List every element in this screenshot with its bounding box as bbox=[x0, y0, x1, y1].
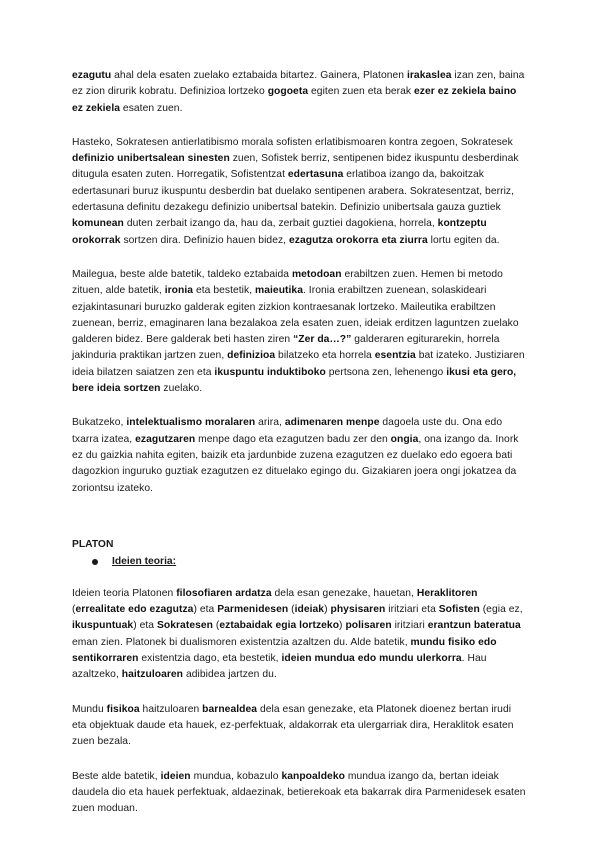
bold-text: ikuspuntuak bbox=[72, 620, 134, 632]
text-run: erabiltzen zuen. Hemen bi metodo zituen, alde batetik, bbox=[72, 268, 503, 297]
paragraph bbox=[72, 135, 526, 249]
bold-text: ikusi eta gero, bere ideia sortzen bbox=[72, 366, 517, 395]
text-run: menpe dago eta ezagutzen badu zer den bbox=[195, 433, 391, 445]
text-run: eman zien. Platonek bi dualismoren existentzia azaltzen du. Alde batetik, bbox=[72, 636, 411, 648]
text-run: ( bbox=[213, 620, 220, 632]
bold-text: metodoan bbox=[291, 268, 342, 280]
text-run: . Ironia erabiltzen zuenean, solaskideari ezjakintasunari buruzko galderak egiten zizkion kontraesanak lortzeko. Maileutika erabiltzen zuenean, berriz, emaginaren lana bezalakoa zela esaten zuen, ideiak erditzen laguntzen zuelako galderen bidez. Bere galderak beti hasten ziren bbox=[72, 285, 519, 346]
bold-text: physisaren bbox=[330, 604, 386, 616]
text-run: eta bestetik, bbox=[193, 285, 256, 297]
text-run: Mailegua, beste alde batetik, taldeko eztabaida bbox=[72, 268, 292, 280]
bold-text: eztabaidak egia lortzeko bbox=[219, 620, 340, 632]
text-block-socrates bbox=[72, 68, 526, 497]
text-run: existentzia dago, eta bestetik, bbox=[138, 653, 282, 665]
bold-text: komunean bbox=[72, 218, 124, 230]
bold-text: ironia bbox=[164, 285, 194, 297]
text-run: Bukatzeko, bbox=[72, 417, 127, 429]
text-run: zuelako. bbox=[160, 383, 203, 395]
bold-text: “Zer da…?” bbox=[293, 334, 352, 346]
text-run: zuen, Sofistek berriz, sentipenen bidez ikuspuntu desberdinak ditugula esaten zuten. Horregatik, Sofistentzat bbox=[72, 153, 519, 181]
bold-text: esentzia bbox=[374, 350, 416, 362]
text-run: mundua, kobazulo bbox=[190, 770, 282, 782]
bold-text: ezer ez zekiela baino ez zekiela bbox=[72, 86, 517, 114]
bold-text: haitzuloaren bbox=[121, 669, 184, 681]
bold-text: erantzun bateratua bbox=[427, 620, 521, 632]
text-run: . Hau azaltzeko, bbox=[72, 653, 487, 681]
bold-text: ezagutza orokorra eta ziurra bbox=[289, 234, 428, 246]
bold-text: adimenaren menpe bbox=[284, 417, 380, 429]
bold-text: Parmenidesen bbox=[217, 604, 289, 616]
text-run: bilatzeko eta horrela bbox=[275, 350, 375, 362]
bullet-icon bbox=[92, 559, 98, 565]
paragraph bbox=[72, 68, 526, 117]
bold-text: ideiak bbox=[294, 604, 325, 616]
paragraph bbox=[72, 586, 526, 684]
bold-text: ideien bbox=[160, 770, 191, 782]
section-heading: PLATON bbox=[72, 538, 114, 550]
bold-text: definizioa bbox=[227, 350, 276, 362]
paragraph bbox=[72, 769, 526, 818]
bold-text: Sokratesen bbox=[156, 620, 213, 632]
paragraph bbox=[72, 415, 526, 496]
bold-text: errealitate edo ezagutza bbox=[75, 604, 194, 616]
text-run: ( bbox=[72, 604, 76, 616]
text-run: Hasteko, Sokratesen antierlatibismo morala sofisten erlatibismoaren kontra zegoen, Sokratesek bbox=[72, 136, 513, 148]
text-run: ( bbox=[288, 604, 295, 616]
text-run: dela esan genezake, eta Platonek dioenez bertan irudi eta objektuak daude eta hauek, ez-perfektuak, aldakorrak eta ulergarriak dira, Heraklitok esaten zuen bezala. bbox=[72, 703, 514, 748]
bold-text: edertasuna bbox=[287, 169, 344, 181]
bold-text: ikuspuntu induktiboko bbox=[214, 366, 326, 378]
bold-text: Heraklitoren bbox=[416, 587, 478, 599]
bold-text: kontzeptu orokorrak bbox=[72, 218, 487, 246]
text-run: pertsona zen, lehenengo bbox=[325, 366, 447, 378]
bold-text: ezagutzaren bbox=[135, 433, 196, 445]
text-run: , ona izango da. Inork ez du gaizkia nahita egiten, baizik eta jardunbide zuzena ezagutzen ez duelako edo egoera bati dagozkion inguruko guztiak ezagutzen ez dituelako egingo du. Gizakiaren joera ongi jokatzea da zoriontsu izateko. bbox=[72, 433, 519, 494]
bold-text: kanpoaldeko bbox=[281, 770, 345, 782]
text-run: galderaren egiturarekin, horrela jakinduria praktikan jartzen zuen, bbox=[72, 334, 500, 362]
bold-text: intelektualismo moralaren bbox=[126, 417, 256, 429]
text-run: iritziari eta bbox=[385, 604, 439, 616]
text-run: lortu egiten da. bbox=[427, 234, 500, 246]
text-run: ) eta bbox=[133, 620, 157, 632]
text-run: Beste alde batetik, bbox=[72, 770, 161, 782]
text-run: bat izateko. Justiziaren ideia bilatzen saiatzen zen eta bbox=[72, 350, 525, 378]
bold-text: maieutika bbox=[255, 285, 303, 297]
bold-text: irakaslea bbox=[406, 70, 452, 81]
text-run: ) bbox=[324, 604, 331, 616]
text-run: esaten zuen. bbox=[120, 102, 183, 114]
text-run: Ideien teoria Platonen bbox=[72, 587, 177, 599]
bold-text: gogoeta bbox=[267, 86, 309, 98]
text-run: izan zen, baina ez zion dirurik kobratu. Definizioa lortzeko bbox=[72, 70, 525, 98]
text-run: ahal dela esaten zuelako eztabaida bitartez. Gainera, Platonen bbox=[111, 70, 407, 81]
text-run: adibidea jartzen du. bbox=[183, 669, 277, 681]
text-run: egiten zuen eta berak bbox=[308, 86, 415, 98]
bold-text: barnealdea bbox=[202, 703, 258, 715]
bullet-item bbox=[92, 554, 526, 570]
text-run: erlatiboa izango da, bakoitzak edertasunari buruz ikuspuntu desberdin bat duelako sentipenen arabera. Sokratesentzat, berriz, edertasuna definitu dezakegu definizio unibertsal batekin. Definizio unibertsala gauza guztiek bbox=[72, 169, 515, 214]
text-run: dagoela uste du. Ona edo txarra izatea, bbox=[72, 417, 503, 445]
text-run: iritziari bbox=[391, 620, 428, 632]
text-run: (egia ez, bbox=[479, 604, 523, 616]
bold-text: ezagutu bbox=[72, 70, 112, 81]
bold-text: filosofiaren ardatza bbox=[176, 587, 272, 599]
text-run: sortzen dira. Definizio hauen bidez, bbox=[120, 234, 289, 246]
bold-text: ideien mundua edo mundu ulerkorra bbox=[281, 653, 462, 665]
bold-text: polisaren bbox=[345, 620, 392, 632]
text-run: arira, bbox=[255, 417, 285, 429]
bold-text: ongia bbox=[390, 433, 419, 445]
bold-text: definizio unibertsalean sinesten bbox=[72, 153, 230, 165]
text-run: haitzuloaren bbox=[139, 703, 203, 715]
text-run: Mundu bbox=[72, 703, 107, 715]
text-run: duten zerbait izango da, hau da, zerbait guztiei dagokiena, horrela, bbox=[123, 218, 438, 230]
bold-text: mundu fisiko edo sentikorraren bbox=[72, 636, 497, 665]
text-run: dela esan genezake, hauetan, bbox=[271, 587, 417, 599]
paragraph bbox=[72, 702, 526, 751]
text-run: mundua izango da, bertan ideiak daudela dio eta hauek perfektuak, aldaezinak, betierekoak eta bakarrak dira Parmenidesek esaten zuen moduan. bbox=[72, 770, 526, 815]
text-block-platon bbox=[72, 586, 526, 818]
bullet-label: Ideien teoria: bbox=[112, 555, 177, 567]
bold-text: Sofisten bbox=[438, 604, 480, 616]
bold-text: fisikoa bbox=[106, 703, 140, 715]
paragraph bbox=[72, 267, 526, 397]
text-run: ) bbox=[339, 620, 346, 632]
text-run: ) eta bbox=[193, 604, 218, 616]
